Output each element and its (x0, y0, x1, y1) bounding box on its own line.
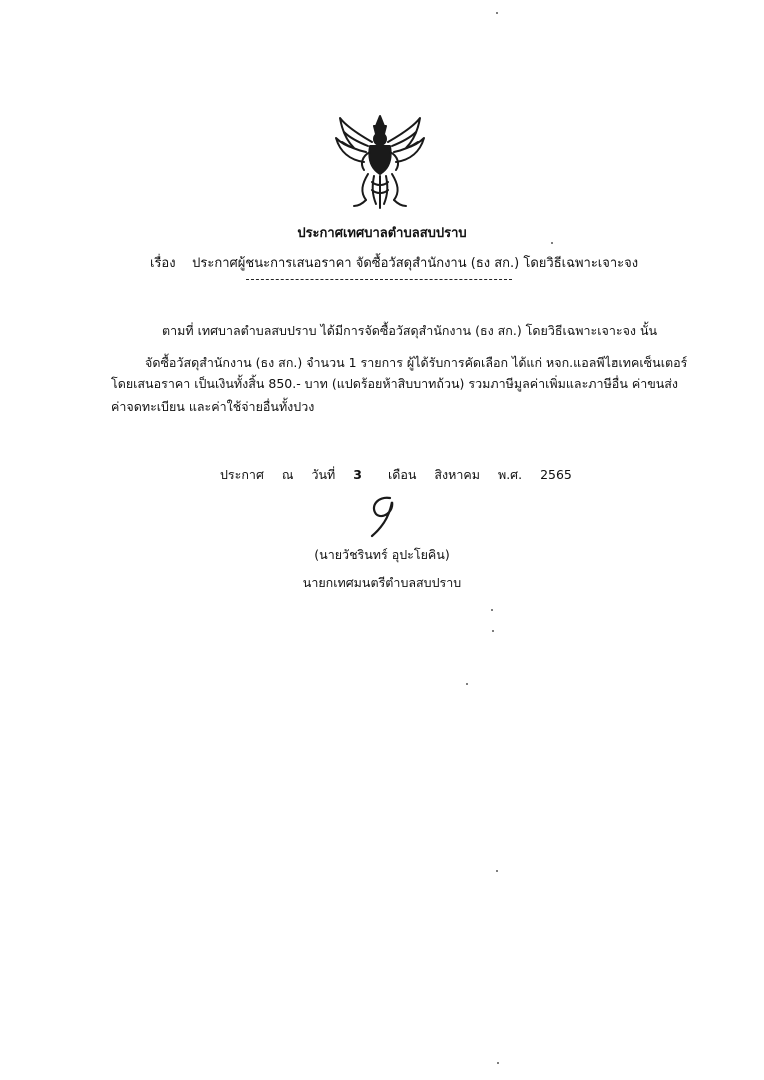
handwritten-signature (360, 492, 410, 540)
body-line-1: ตามที่ เทศบาลตำบลสบปราบ ได้มีการจัดซื้อวัสดุสำนักงาน (ธง สก.) โดยวิธีเฉพาะเจาะจง นั้น (162, 323, 658, 338)
day-label: วันที่ (311, 467, 336, 482)
announcement-date-line (220, 465, 586, 485)
scan-speck (551, 242, 553, 244)
scan-speck (496, 12, 498, 14)
scan-speck (492, 630, 494, 632)
subject-row (150, 252, 638, 273)
scan-speck (466, 683, 468, 685)
body-line-3: โดยเสนอราคา เป็นเงินทั้งสิ้น 850.- บาท (แปดร้อยห้าสิบบาทถ้วน) รวมภาษีมูลค่าเพิ่มและภาษีอื่น ค่าขนส่ง (111, 376, 679, 391)
month-value: สิงหาคม (434, 467, 480, 482)
year-label: พ.ศ. (497, 467, 523, 482)
at-word: ณ (281, 467, 294, 482)
scan-speck (497, 1062, 499, 1064)
body-line-2: จัดซื้อวัสดุสำนักงาน (ธง สก.) จำนวน 1 รายการ ผู้ได้รับการคัดเลือก ได้แก่ หจก.แอลพีไฮเทคเซ็นเตอร์ (145, 355, 688, 370)
signer-position: นายกเทศมนตรีตำบลสบปราบ (302, 575, 462, 590)
day-value: 3 (353, 467, 362, 482)
signer-name: (นายวัชรินทร์ อุปะโยคิน) (314, 547, 450, 562)
year-value: 2565 (540, 467, 572, 482)
body-line-4: ค่าจดทะเบียน และค่าใช้จ่ายอื่นทั้งปวง (111, 399, 315, 414)
subject-text: ประกาศผู้ชนะการเสนอราคา จัดซื้อวัสดุสำนักงาน (ธง สก.) โดยวิธีเฉพาะเจาะจง (192, 256, 639, 271)
garuda-emblem-icon (332, 112, 428, 212)
announced-word: ประกาศ (220, 467, 264, 482)
scan-speck (491, 609, 493, 611)
subject-label: เรื่อง (150, 256, 176, 271)
separator-line (246, 279, 512, 280)
document-title: ประกาศเทศบาลตำบลสบปราบ (297, 226, 467, 241)
month-label: เดือน (387, 467, 417, 482)
scan-speck (496, 870, 498, 872)
